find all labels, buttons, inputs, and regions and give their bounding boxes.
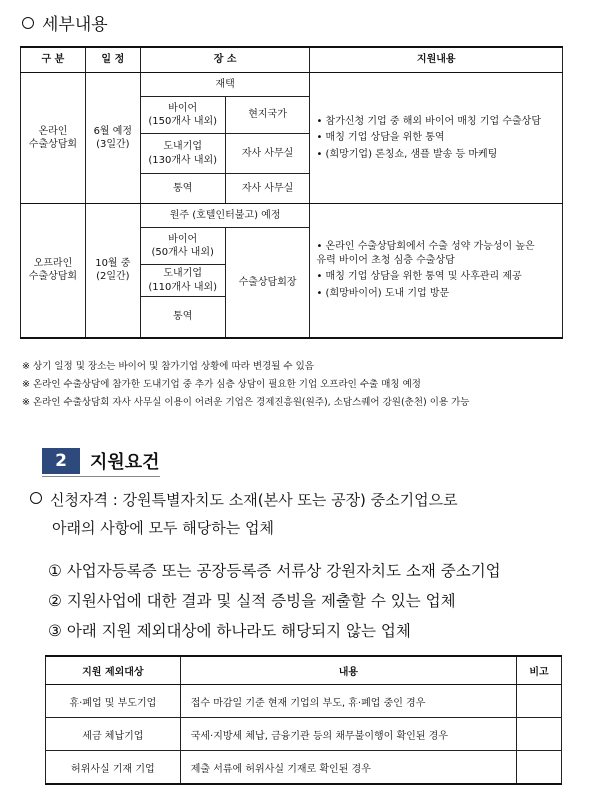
exclusion-note bbox=[517, 718, 562, 751]
header-place: 장 소 bbox=[140, 47, 310, 73]
online-support-item: • 참가신청 기업 중 해외 바이어 매칭 기업 수출상담 bbox=[316, 115, 541, 127]
section-2-underline bbox=[42, 476, 160, 477]
online-interpretation-place: 자사 사무실 bbox=[225, 174, 310, 204]
schedule-table bbox=[20, 46, 563, 339]
header-schedule: 일 정 bbox=[85, 47, 140, 73]
exclusion-table-header bbox=[46, 656, 562, 685]
section-2-heading bbox=[42, 448, 160, 474]
online-schedule: 6월 예정 (3일간) bbox=[85, 73, 140, 204]
header-category: 구 분 bbox=[21, 47, 86, 73]
table-row bbox=[46, 751, 562, 785]
header-support: 지원내용 bbox=[310, 47, 563, 73]
table-row bbox=[46, 718, 562, 751]
exclusion-note bbox=[517, 751, 562, 785]
offline-support-item: • 온라인 수출상담회에서 수출 성약 가능성이 높은 유력 바이어 초청 심층 수출상담 bbox=[316, 241, 535, 266]
offline-local-company: 도내기업 (110개사 내외) bbox=[140, 265, 225, 297]
online-category: 온라인 수출상담회 bbox=[21, 73, 86, 204]
exclusion-content: 국세·지방세 체납, 금융기관 등의 채무불이행이 확인된 경우 bbox=[180, 718, 516, 751]
offline-support bbox=[310, 204, 563, 338]
offline-buyer: 바이어 (50개사 내외) bbox=[140, 228, 225, 265]
online-buyer: 바이어 (150개사 내외) bbox=[140, 97, 225, 134]
circle-bullet-icon bbox=[22, 17, 34, 29]
schedule-table-header bbox=[21, 47, 563, 73]
exclusion-note bbox=[517, 685, 562, 718]
offline-merged-place: 수출상담회장 bbox=[225, 228, 310, 338]
qualification-line-2: 아래의 사항에 모두 해당하는 업체 bbox=[52, 519, 274, 537]
notes bbox=[22, 358, 469, 412]
online-place-top: 재택 bbox=[140, 73, 310, 97]
section-1-heading bbox=[22, 10, 108, 35]
offline-place-top: 원주 (호텔인터불고) 예정 bbox=[140, 204, 310, 228]
header-exclusion-target: 지원 제외대상 bbox=[46, 656, 181, 685]
note-line: ※ 온라인 수출상담에 참가한 도내기업 중 추가 심층 상담이 필요한 기업 오프라인 수출 매칭 예정 bbox=[22, 379, 421, 390]
requirement-item: ② 지원사업에 대한 결과 및 실적 증빙을 제출할 수 있는 업체 bbox=[48, 592, 456, 610]
offline-interpretation: 통역 bbox=[140, 297, 225, 338]
online-local-place: 자사 사무실 bbox=[225, 134, 310, 174]
online-interpretation: 통역 bbox=[140, 174, 225, 204]
table-row bbox=[46, 685, 562, 718]
circle-bullet-icon bbox=[30, 492, 42, 504]
qualification-line-1: 신청자격 : 강원특별자치도 소재(본사 또는 공장) 중소기업으로 bbox=[50, 491, 458, 509]
offline-schedule: 10월 중 (2일간) bbox=[85, 204, 140, 338]
note-line: ※ 온라인 수출상담회 자사 사무실 이용이 어려운 기업은 경제진흥원(원주), 소담스퀘어 강원(춘천) 이용 가능 bbox=[22, 397, 470, 408]
header-content: 내용 bbox=[180, 656, 516, 685]
qualification bbox=[30, 486, 458, 542]
header-note: 비고 bbox=[517, 656, 562, 685]
exclusion-target: 세금 체납기업 bbox=[46, 718, 181, 751]
online-support-item: • 매칭 기업 상담을 위한 통역 bbox=[316, 132, 445, 144]
section-1-title: 세부내용 bbox=[42, 15, 108, 35]
exclusion-content: 접수 마감일 기준 현재 기업의 부도, 휴·폐업 중인 경우 bbox=[180, 685, 516, 718]
offline-category: 오프라인 수출상담회 bbox=[21, 204, 86, 338]
section-2-number: 2 bbox=[42, 448, 80, 474]
exclusion-table bbox=[45, 655, 562, 785]
exclusion-content: 제출 서류에 허위사실 기재로 확인된 경우 bbox=[180, 751, 516, 785]
requirement-item: ③ 아래 지원 제외대상에 하나라도 해당되지 않는 업체 bbox=[48, 622, 411, 640]
section-2-title: 지원요건 bbox=[90, 452, 160, 473]
online-support bbox=[310, 73, 563, 204]
exclusion-target: 허위사실 기재 기업 bbox=[46, 751, 181, 785]
offline-support-item: • (희망바이어) 도내 기업 방문 bbox=[316, 287, 450, 299]
offline-support-item: • 매칭 기업 상담을 위한 통역 및 사후관리 제공 bbox=[316, 271, 522, 283]
online-local-company: 도내기업 (130개사 내외) bbox=[140, 134, 225, 174]
exclusion-target: 휴·폐업 및 부도기업 bbox=[46, 685, 181, 718]
note-line: ※ 상기 일정 및 장소는 바이어 및 참가기업 상황에 따라 변경될 수 있음 bbox=[22, 361, 314, 372]
requirement-item: ① 사업자등록증 또는 공장등록증 서류상 강원자치도 소재 중소기업 bbox=[48, 562, 501, 580]
online-support-item: • (희망기업) 론칭쇼, 샘플 발송 등 마케팅 bbox=[316, 148, 498, 160]
requirements-list bbox=[48, 556, 501, 646]
online-buyer-place: 현지국가 bbox=[225, 97, 310, 134]
